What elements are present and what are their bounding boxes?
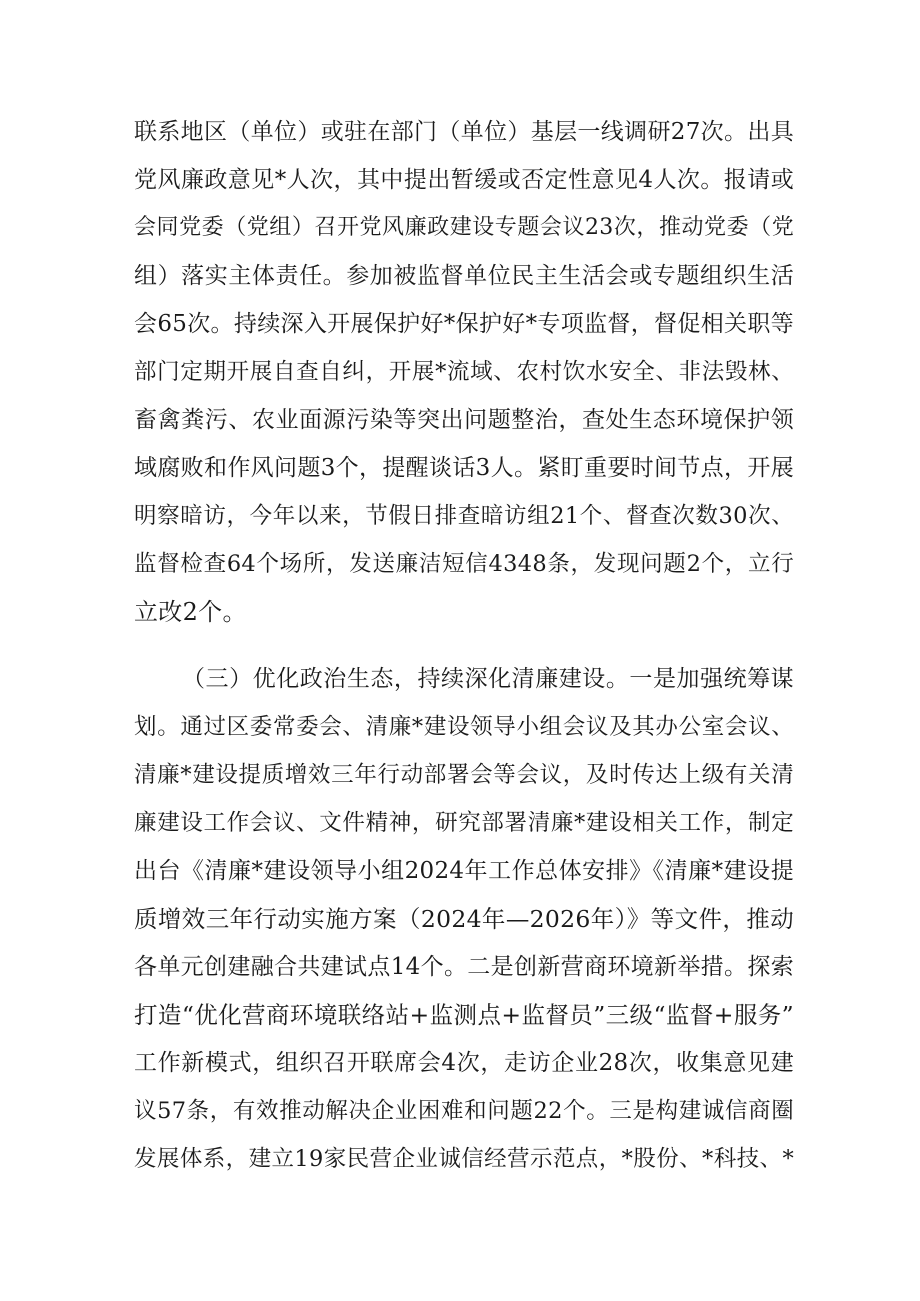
paragraph-2-line-6: 质增效三年行动实施方案（2024年—2026年）》等文件，推动	[134, 905, 794, 933]
paragraph-1-line-2: 党风廉政意见*人次，其中提出暂缓或否定性意见4人次。报请或	[134, 167, 794, 193]
paragraph-2-line-5: 出台《清廉*建设领导小组2024年工作总体安排》《清廉*建设提	[134, 858, 794, 884]
paragraph-1-line-6: 部门定期开展自查自纠，开展*流域、农村饮水安全、非法毁林、	[134, 359, 794, 385]
paragraph-2-line-3: 清廉*建设提质增效三年行动部署会等会议，及时传达上级有关清	[134, 762, 794, 788]
paragraph-2-line-2: 划。通过区委常委会、清廉*建设领导小组会议及其办公室会议、	[134, 714, 794, 740]
paragraph-1-line-8: 域腐败和作风问题3个，提醒谈话3人。紧盯重要时间节点，开展	[134, 455, 794, 481]
paragraph-1-line-7: 畜禽粪污、农业面源污染等突出问题整治，查处生态环境保护领	[134, 407, 794, 433]
paragraph-1-line-10: 监督检查64个场所，发送廉洁短信4348条，发现问题2个，立行	[134, 551, 794, 577]
paragraph-2-line-8: 打造“优化营商环境联络站+监测点+监督员”三级“监督+服务”	[134, 1001, 794, 1029]
paragraph-2-line-4: 廉建设工作会议、文件精神，研究部署清廉*建设相关工作，制定	[134, 810, 794, 836]
paragraph-2-line-11: 发展体系，建立19家民营企业诚信经营示范点，*股份、*科技、*	[134, 1146, 794, 1172]
paragraph-1-line-3: 会同党委（党组）召开党风廉政建设专题会议23次，推动党委（党	[134, 215, 794, 240]
paragraph-1-line-5: 会65次。持续深入开展保护好*保护好*专项监督，督促相关职等	[134, 311, 794, 337]
paragraph-2-line-7: 各单元创建融合共建试点14个。二是创新营商环境新举措。探索	[134, 954, 794, 980]
paragraph-1-line-9: 明察暗访，今年以来，节假日排查暗访组21个、督查次数30次、	[134, 503, 794, 529]
paragraph-1-line-4: 组）落实主体责任。参加被监督单位民主生活会或专题组织生活	[134, 263, 794, 289]
paragraph-1-line-11: 立改2个。	[134, 598, 247, 626]
paragraph-2-line-10: 议57条，有效推动解决企业困难和问题22个。三是构建诚信商圈	[134, 1098, 794, 1124]
paragraph-2-line-1: （三）优化政治生态，持续深化清廉建设。一是加强统筹谋	[182, 666, 794, 692]
paragraph-1-line-1: 联系地区（单位）或驻在部门（单位）基层一线调研27次。出具	[134, 119, 794, 145]
paragraph-2-line-9: 工作新模式，组织召开联席会4次，走访企业28次，收集意见建	[134, 1050, 794, 1076]
